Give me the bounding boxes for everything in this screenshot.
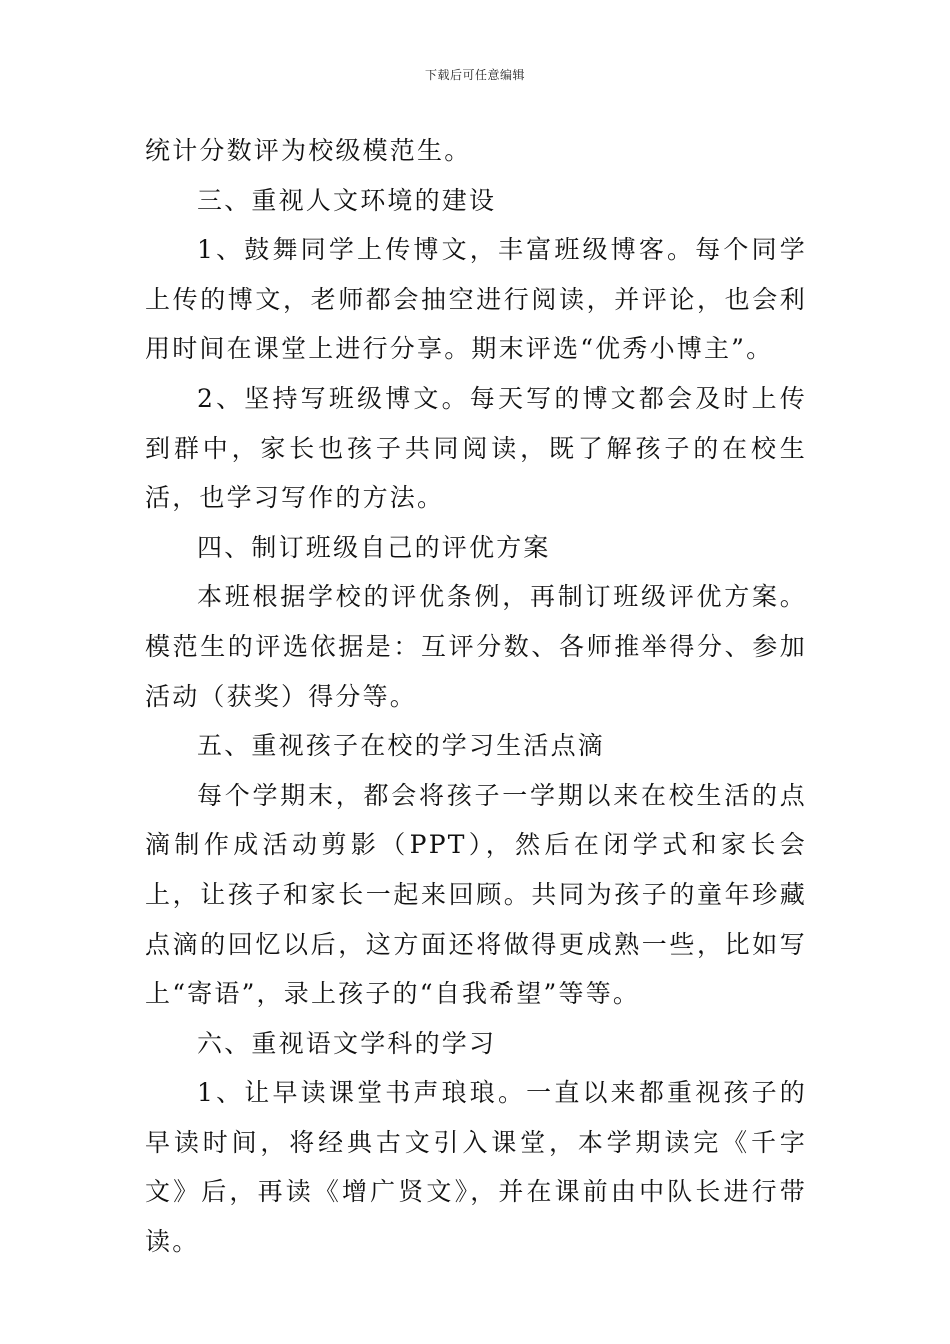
section-heading: 四、制订班级自己的评优方案: [197, 532, 551, 562]
page-header-note: 下载后可任意编辑: [424, 68, 525, 82]
paragraph: 2、坚持写班级博文。每天写的博文都会及时上传到群中，家长也孩子共同阅读，既了解孩子的在校生活，也学习写作的方法。: [145, 383, 807, 513]
paragraph: 统计分数评为校级模范生。: [145, 136, 472, 165]
paragraph: 1、让早读课堂书声琅琅。一直以来都重视孩子的早读时间，将经典古文引入课堂，本学期读完《千字文》后，再读《增广贤文》，并在课前由中队长进行带读。: [145, 1078, 807, 1257]
paragraph: 每个学期末，都会将孩子一学期以来在校生活的点滴制作成活动剪影（PPT），然后在闭学式和家长会上，让孩子和家长一起来回顾。共同为孩子的童年珍藏点滴的回忆以后，这方面还将做得更成熟一些，比如写上“寄语”，录上孩子的“自我希望”等等。: [145, 780, 807, 1009]
section-heading: 三、重视人文环境的建设: [197, 185, 497, 215]
paragraph: 本班根据学校的评优条例，再制订班级评优方案。模范生的评选依据是：互评分数、各师推举得分、参加活动（获奖）得分等。: [145, 582, 807, 711]
document-body: [145, 126, 807, 1267]
paragraph: 1、鼓舞同学上传博文，丰富班级博客。每个同学上传的博文，老师都会抽空进行阅读，并评论，也会利用时间在课堂上进行分享。期末评选“优秀小博主”。: [145, 235, 807, 364]
section-heading: 五、重视孩子在校的学习生活点滴: [197, 731, 606, 761]
section-heading: 六、重视语文学科的学习: [197, 1028, 497, 1058]
